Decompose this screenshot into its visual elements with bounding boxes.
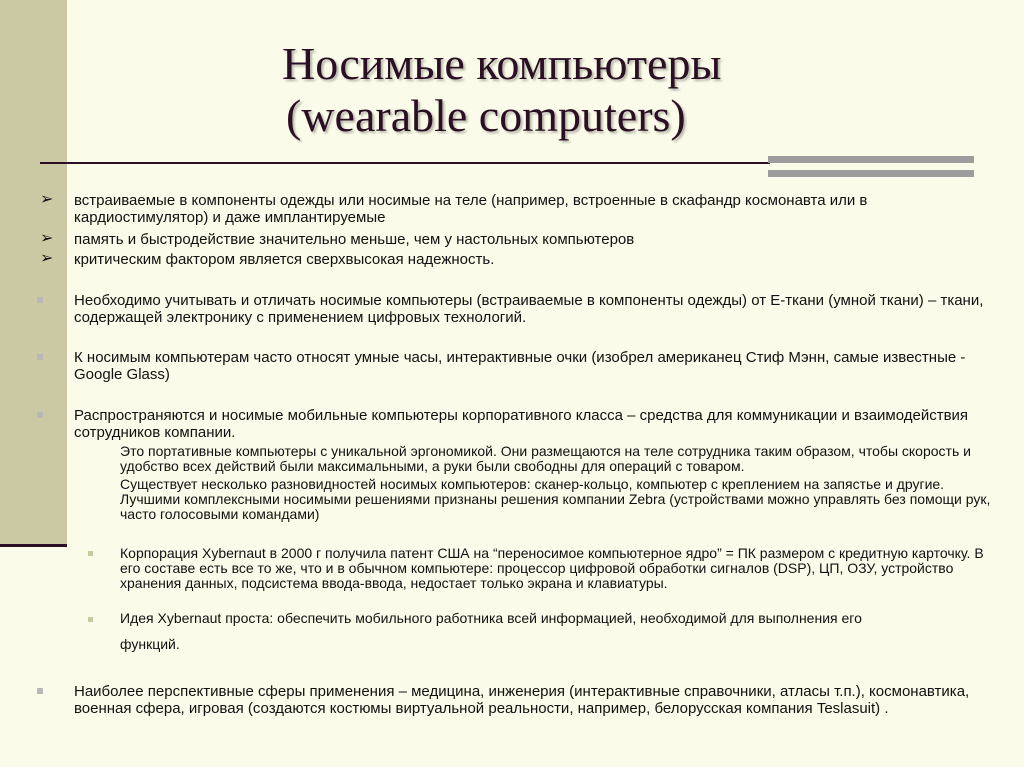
title-accent-bar-bottom [768, 170, 974, 177]
sub-item-ergonomics: Это портативные компьютеры с уникальной эргономикой. Они размещаются на теле сотрудника таким образом, чтобы скорость и удобство всех действий были максимальными, а руки были свободны для операций с товаром. [120, 443, 971, 474]
square-bullet-icon [37, 688, 43, 694]
sub-item-xybernaut-idea-end: функций. [120, 636, 180, 652]
arrow-item-embedded: встраиваемые в компоненты одежды или носимые на теле (например, встроенные в скафандр космонавта или в кардиостимулятор) и даже имплантируемые [74, 192, 868, 226]
arrow-item-reliability: критическим фактором является сверхвысокая надежность. [74, 251, 495, 268]
square-bullet-icon [88, 617, 93, 622]
square-bullet-icon [88, 551, 93, 556]
sub-item-xybernaut-idea: Идея Xybernaut проста: обеспечить мобильного работника всей информацией, необходимой для выполнения его [120, 610, 862, 626]
arrow-bullet-icon: ➢ [40, 230, 54, 247]
sub-item-xybernaut-patent: Корпорация Xybernaut в 2000 г получила патент США на “переносимое компьютерное ядро” = ПК размером с кредитную карточку. В его составе есть все то же, что и в обычном компьютере: процессор цифровой обработки сигналов (DSP), ЦП, ОЗУ, устройство хранения данных, подсистема ввода-ввода, недостает только экрана и клавиатуры. [120, 545, 984, 591]
bullet-corporate: Распространяются и носимые мобильные компьютеры корпоративного класса – средства для коммуникации и взаимодействия сотрудников компании. [74, 407, 969, 441]
arrow-item-memory: память и быстродействие значительно меньше, чем у настольных компьютеров [74, 231, 635, 248]
title-line-1: Носимые компьютеры [282, 38, 722, 89]
sub-item-varieties: Существует несколько разновидностей носимых компьютеров: сканер-кольцо, компьютер с креплением на запястье и другие. Лучшими комплексными носимыми решениями признаны решения компании Zebra (устройствами можно управлять без помощи рук, часто голосовыми командами) [120, 476, 991, 522]
square-bullet-icon [37, 297, 43, 303]
slide-title [282, 38, 982, 142]
arrow-bullet-icon: ➢ [40, 250, 54, 267]
title-accent-bar-top [768, 156, 974, 163]
sidebar-bar [0, 0, 67, 547]
bullet-etextile: Необходимо учитывать и отличать носимые компьютеры (встраиваемые в компоненты одежды) от Е-ткани (умной ткани) – ткани, содержащей электронику с применением цифровых технологий. [74, 292, 984, 326]
sidebar-divider [0, 544, 67, 547]
title-rule [40, 162, 770, 164]
bullet-smartwatch: К носимым компьютерам часто относят умные часы, интерактивные очки (изобрел американец Стиф Мэнн, самые известные - Google Glass) [74, 349, 966, 383]
bullet-prospects: Наиболее перспективные сферы применения – медицина, инженерия (интерактивные справочники, атласы т.п.), космонавтика, военная сфера, игровая (создаются костюмы виртуальной реальности, например, белорусская компания Teslasuit) . [74, 683, 970, 717]
square-bullet-icon [37, 412, 43, 418]
title-line-2: (wearable computers) [286, 90, 686, 141]
square-bullet-icon [37, 354, 43, 360]
arrow-bullet-icon: ➢ [40, 191, 54, 208]
